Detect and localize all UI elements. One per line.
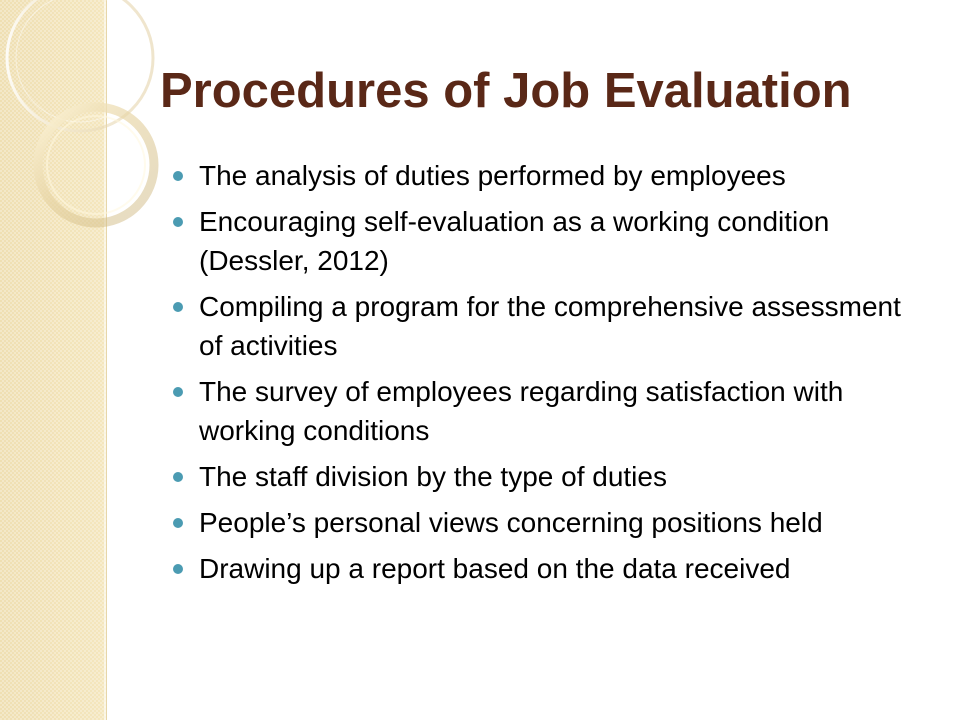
- bullet-item: [171, 457, 931, 496]
- bullet-icon: [173, 387, 183, 397]
- bullet-item: [171, 372, 931, 450]
- bullet-icon: [173, 302, 183, 312]
- bullet-text: Encouraging self-evaluation as a working condition (Dessler, 2012): [199, 206, 830, 276]
- decorative-side-panel: [0, 0, 107, 720]
- slide-title: Procedures of Job Evaluation: [160, 64, 852, 118]
- bullet-list: [171, 156, 931, 595]
- bullet-icon: [173, 518, 183, 528]
- bullet-text: Drawing up a report based on the data received: [199, 553, 791, 584]
- bullet-text: The staff division by the type of duties: [199, 461, 667, 492]
- bullet-text: The survey of employees regarding satisfaction with working conditions: [199, 376, 844, 446]
- bullet-icon: [173, 171, 183, 181]
- bullet-icon: [173, 472, 183, 482]
- bullet-text: People’s personal views concerning positions held: [199, 507, 823, 538]
- bullet-item: [171, 202, 931, 280]
- bullet-item: [171, 156, 931, 195]
- bullet-icon: [173, 217, 183, 227]
- bullet-item: [171, 287, 931, 365]
- bullet-item: [171, 549, 931, 588]
- bullet-text: The analysis of duties performed by employees: [199, 160, 786, 191]
- bullet-icon: [173, 564, 183, 574]
- bullet-text: Compiling a program for the comprehensive assessment of activities: [199, 291, 901, 361]
- bullet-item: [171, 503, 931, 542]
